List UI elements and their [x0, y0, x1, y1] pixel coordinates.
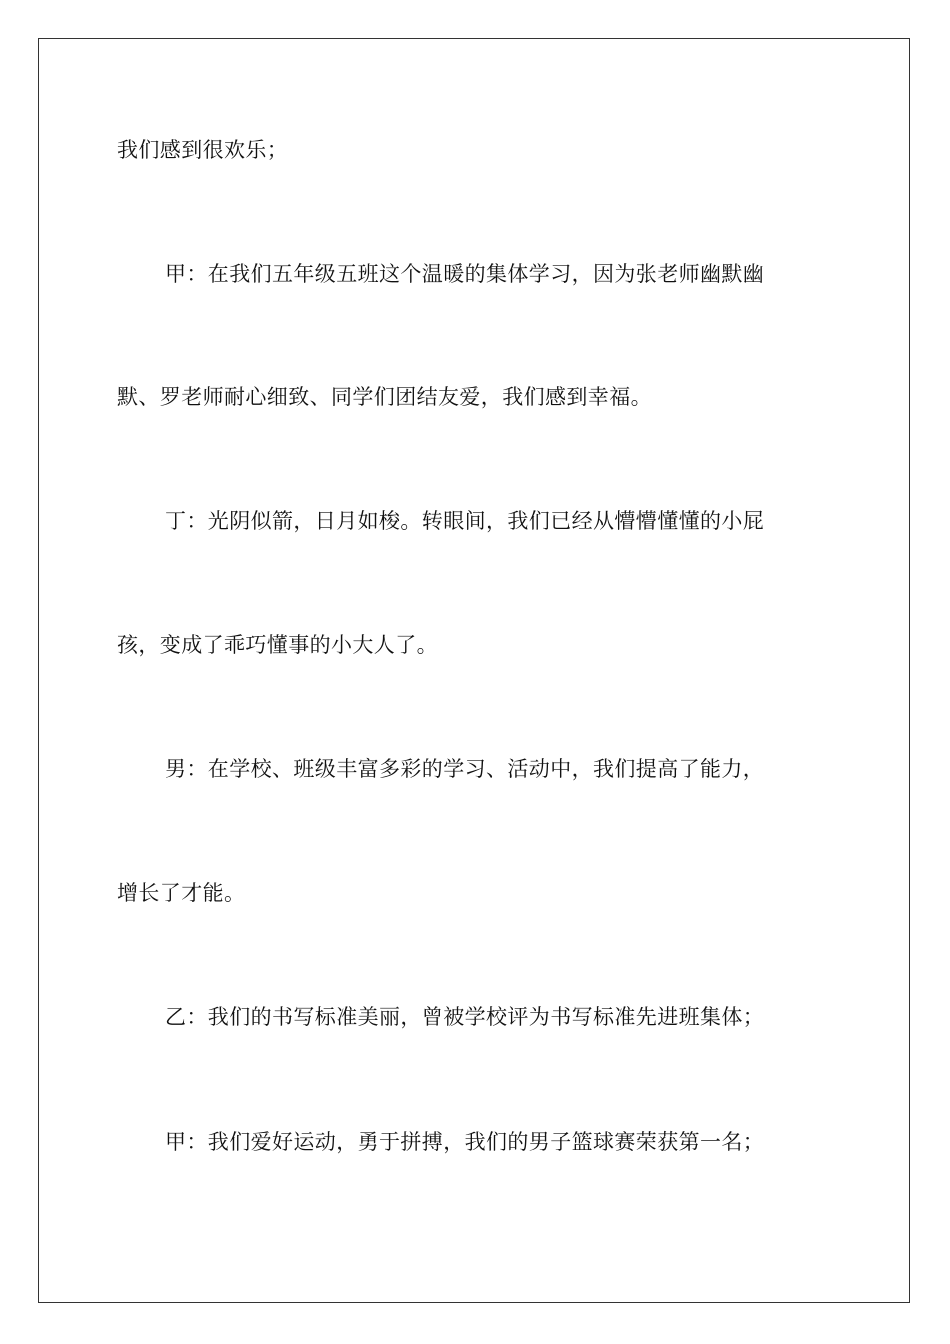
body-text-line: 甲：在我们五年级五班这个温暖的集体学习，因为张老师幽默幽: [165, 262, 765, 286]
body-text-line: 男：在学校、班级丰富多彩的学习、活动中，我们提高了能力，: [165, 757, 765, 781]
body-text-line: 默、罗老师耐心细致、同学们团结友爱，我们感到幸福。: [117, 385, 652, 409]
body-text-line: 丁：光阴似箭，日月如梭。转眼间，我们已经从懵懵懂懂的小屁: [165, 509, 765, 533]
body-text-line: 我们感到很欢乐；: [117, 138, 289, 162]
body-text-line: 甲：我们爱好运动，勇于拼搏，我们的男子篮球赛荣获第一名；: [165, 1130, 765, 1154]
body-text-line: 增长了才能。: [117, 881, 246, 905]
page-border: [38, 38, 910, 1303]
body-text-line: 孩，变成了乖巧懂事的小大人了。: [117, 633, 438, 657]
body-text-line: 乙：我们的书写标准美丽，曾被学校评为书写标准先进班集体；: [165, 1005, 765, 1029]
